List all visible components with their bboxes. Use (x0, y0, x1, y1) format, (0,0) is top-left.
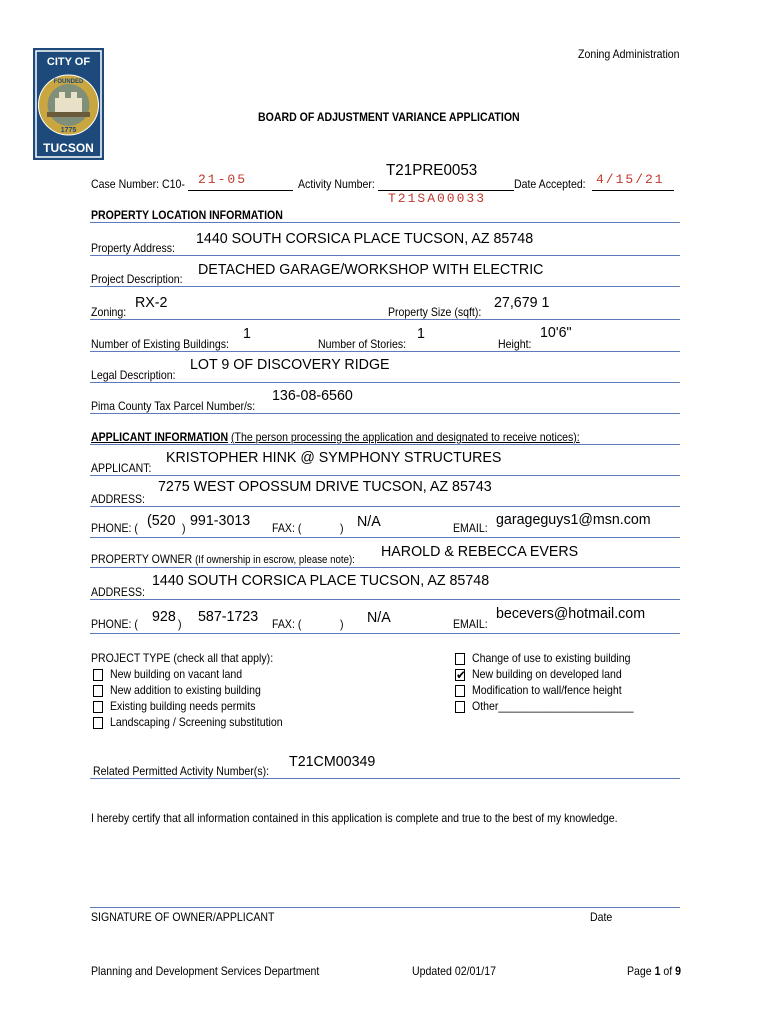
property-owner-note: (If ownership in escrow, please note): (195, 554, 355, 566)
owner-address-value[interactable]: 1440 SOUTH CORSICA PLACE TUCSON, AZ 85748 (152, 572, 490, 589)
project-type-checkbox[interactable] (93, 701, 103, 713)
project-type-checkbox[interactable] (455, 653, 465, 665)
property-size-value[interactable]: 27,679 1 (494, 294, 550, 311)
activity-number-label: Activity Number: (298, 177, 375, 191)
parcel-number-value[interactable]: 136-08-6560 (272, 387, 353, 404)
signature-label: SIGNATURE OF OWNER/APPLICANT (91, 910, 275, 924)
owner-phone-value[interactable]: 587-1723 (198, 608, 259, 625)
project-type-option-label: Modification to wall/fence height (472, 683, 622, 697)
footer-page-total: 9 (675, 964, 682, 978)
applicant-fax-close: ) (340, 521, 344, 535)
project-description-label: Project Description: (91, 272, 183, 286)
applicant-address-value[interactable]: 7275 WEST OPOSSUM DRIVE TUCSON, AZ 85743 (158, 478, 492, 495)
zoning-value[interactable]: RX-2 (135, 294, 168, 311)
project-type-heading: PROJECT TYPE (check all that apply): (91, 651, 274, 665)
applicant-name-label: APPLICANT: (91, 461, 152, 475)
applicant-email-value[interactable]: garageguys1@msn.com (496, 511, 651, 528)
zoning-label: Zoning: (91, 305, 127, 319)
applicant-section-note: (The person processing the application and designated to receive notices): (231, 430, 580, 444)
legal-description-value[interactable]: LOT 9 OF DISCOVERY RIDGE (190, 356, 390, 373)
property-owner-label: PROPERTY OWNER (91, 552, 193, 566)
height-value[interactable]: 10'6" (540, 324, 572, 341)
footer-page-num: 1 (654, 964, 661, 978)
applicant-section-heading (91, 430, 580, 444)
project-type-option-label: Landscaping / Screening substitution (110, 715, 283, 729)
applicant-phone-area[interactable]: (520 (147, 512, 176, 529)
applicant-email-label: EMAIL: (453, 521, 488, 535)
footer-page-prefix: Page (627, 964, 655, 978)
existing-buildings-label: Number of Existing Buildings: (91, 337, 229, 351)
project-type-checkbox[interactable] (455, 685, 465, 697)
project-type-option-label: New addition to existing building (110, 683, 261, 697)
form-title: BOARD OF ADJUSTMENT VARIANCE APPLICATION (258, 110, 520, 124)
footer-department: Planning and Development Services Department (91, 964, 320, 978)
case-number-label: Case Number: C10- (91, 177, 185, 191)
project-type-checkbox[interactable] (455, 701, 465, 713)
certification-text: I hereby certify that all information contained in this application is complete and true to the best of my knowledge. (91, 811, 618, 825)
property-size-label: Property Size (sqft): (388, 305, 482, 319)
footer-updated: Updated 02/01/17 (412, 964, 496, 978)
date-accepted-value[interactable]: 4/15/21 (596, 172, 665, 187)
applicant-phone-label: PHONE: ( (91, 521, 138, 535)
activity-number-value-1[interactable]: T21PRE0053 (386, 162, 478, 179)
project-type-option-label: Change of use to existing building (472, 651, 631, 665)
project-type-option-label: Existing building needs permits (110, 699, 256, 713)
legal-description-label: Legal Description: (91, 368, 176, 382)
property-owner-label-row (91, 552, 355, 566)
property-owner-value[interactable]: HAROLD & REBECCA EVERS (381, 543, 579, 560)
existing-buildings-value[interactable]: 1 (243, 325, 251, 342)
owner-fax-value[interactable]: N/A (367, 609, 391, 626)
project-type-checkbox[interactable] (93, 669, 103, 681)
owner-fax-close: ) (340, 617, 344, 631)
activity-number-value-2[interactable]: T21SA00033 (388, 191, 487, 206)
case-number-value[interactable]: 21-05 (198, 172, 248, 187)
project-type-checkbox[interactable] (93, 685, 103, 697)
project-type-checkbox[interactable] (93, 717, 103, 729)
logo-top-text: CITY OF (46, 56, 91, 68)
owner-phone-area[interactable]: 928 (152, 608, 176, 625)
owner-phone-label: PHONE: ( (91, 617, 138, 631)
height-label: Height: (498, 337, 532, 351)
applicant-fax-value[interactable]: N/A (357, 513, 381, 530)
owner-address-label: ADDRESS: (91, 585, 145, 599)
project-type-checkbox[interactable] (455, 669, 465, 681)
project-description-value[interactable]: DETACHED GARAGE/WORKSHOP WITH ELECTRIC (198, 261, 544, 278)
project-type-option-label: New building on vacant land (110, 667, 243, 681)
project-type-option-label: New building on developed land (472, 667, 622, 681)
applicant-name-value[interactable]: KRISTOPHER HINK @ SYMPHONY STRUCTURES (166, 449, 502, 466)
property-address-value[interactable]: 1440 SOUTH CORSICA PLACE TUCSON, AZ 85748 (196, 230, 534, 247)
property-address-label: Property Address: (91, 241, 175, 255)
logo-ring-text: FOUNDED (53, 79, 84, 85)
checkmark-icon: ✔ (456, 668, 467, 682)
stories-label: Number of Stories: (318, 337, 407, 351)
applicant-address-label: ADDRESS: (91, 492, 145, 506)
applicant-section-title: APPLICANT INFORMATION (91, 430, 229, 444)
signature-date-label: Date (590, 910, 613, 924)
related-activity-label: Related Permitted Activity Number(s): (93, 764, 270, 778)
stories-value[interactable]: 1 (417, 325, 425, 342)
date-accepted-label: Date Accepted: (514, 177, 586, 191)
applicant-phone-close: ) (182, 521, 186, 535)
project-type-option-label: Other_______________________ (472, 699, 634, 713)
dept-label: Zoning Administration (578, 47, 680, 61)
seal-graphic (33, 48, 104, 160)
related-activity-value[interactable]: T21CM00349 (289, 753, 376, 770)
owner-phone-close: ) (178, 617, 182, 631)
parcel-number-label: Pima County Tax Parcel Number/s: (91, 399, 256, 413)
logo-year: 1775 (60, 127, 77, 134)
footer-page-indicator (627, 964, 681, 978)
owner-email-label: EMAIL: (453, 617, 488, 631)
logo-bottom-text: TUCSON (43, 141, 94, 155)
city-seal-logo (33, 48, 104, 160)
owner-fax-label: FAX: ( (272, 617, 302, 631)
footer-page-of: of (660, 964, 676, 978)
applicant-fax-label: FAX: ( (272, 521, 302, 535)
applicant-phone-value[interactable]: 991-3013 (190, 512, 251, 529)
owner-email-value[interactable]: becevers@hotmail.com (496, 605, 646, 622)
property-section-title: PROPERTY LOCATION INFORMATION (91, 208, 283, 222)
